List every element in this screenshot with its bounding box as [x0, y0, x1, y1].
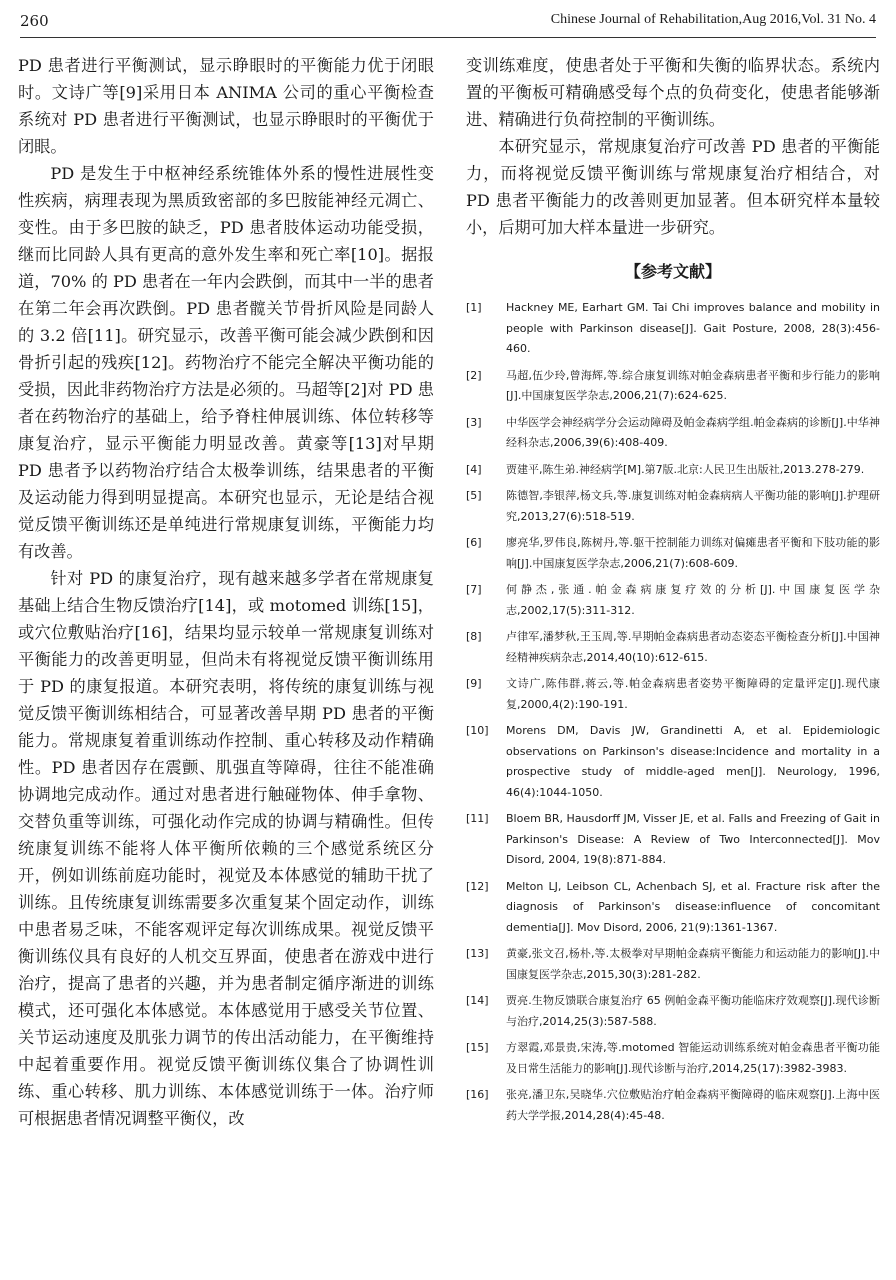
reference-item — [466, 674, 880, 715]
reference-text: Morens DM, Davis JW, Grandinetti A, et al. Epidemiologic observations on Parkinson's disease:Incidence and mortality in a prospective study of middle-aged men[J]. Neurology, 1996, 46(4):1044-1050. — [506, 724, 880, 799]
reference-text: 贾亮.生物反馈联合康复治疗 65 例帕金森平衡功能临床疗效观察[J].现代诊断与治疗,2014,25(3):587-588. — [506, 994, 880, 1028]
reference-item — [466, 627, 880, 668]
reference-text: 马超,伍少玲,曾海辉,等.综合康复训练对帕金森病患者平衡和步行能力的影响[J].中国康复医学杂志,2006,21(7):624-625. — [506, 368, 880, 402]
body-paragraph: PD 是发生于中枢神经系统锥体外系的慢性进展性变性疾病，病理表现为黑质致密部的多巴胺能神经元凋亡、变性。由于多巴胺的缺乏，PD 患者肢体运动功能受损，继而比同龄人具有更高的意外发生率和死亡率[10]。据报道，70% 的 PD 患者在一年内会跌倒，而其中一半的患者在第二年会再次跌倒。PD 患者髋关节骨折风险是同龄人的 3.2 倍[11]。研究显示，改善平衡可能会减少跌倒和因骨折引起的残疾[12]。药物治疗不能完全解决平衡功能的受损，因此非药物治疗方法是必须的。马超等[2]对 PD 患者在药物治疗的基础上，给予脊柱伸展训练、体位转移等康复治疗，显示平衡能力明显改善。黄豪等[13]对早期 PD 患者予以药物治疗结合太极拳训练，结果患者的平衡及运动能力得到明显提高。本研究也显示，无论是结合视觉反馈平衡训练还是单纯进行常规康复训练，平衡能力均有改善。 — [18, 164, 434, 561]
reference-text: Hackney ME, Earhart GM. Tai Chi improves balance and mobility in people with Parkinson disease[J]. Gait Posture, 2008, 28(3):456-460. — [506, 301, 880, 355]
reference-text: Melton LJ, Leibson CL, Achenbach SJ, et al. Fracture risk after the diagnosis of Parkinson's disease:influence of concomitant dementia[J]. Mov Disord, 2006, 21(9):1361-1367. — [506, 879, 880, 934]
reference-item — [466, 721, 880, 803]
reference-number: [12] — [466, 879, 489, 893]
reference-number: [14] — [466, 994, 489, 1007]
reference-number: [1] — [466, 301, 482, 314]
reference-number: [13] — [466, 947, 489, 960]
reference-item — [466, 298, 880, 360]
body-paragraph: 针对 PD 的康复治疗，现有越来越多学者在常规康复基础上结合生物反馈治疗[14]，或 motomed 训练[15]，或穴位敷贴治疗[16]，结果均显示较单一常规康复训练对平衡能力的改善更明显，但尚未有将视觉反馈平衡训练用于 PD 的康复报道。本研究表明，将传统的康复训练与视觉反馈平衡训练相结合，可显著改善早期 PD 患者的平衡能力。常规康复着重训练动作控制、重心转移及动作精确性。PD 患者因存在震颤、肌强直等障碍，往往不能准确协调地完成动作。通过对患者进行触碰物体、伸手拿物、交替负重等训练，可强化动作完成的协调与精确性。但传统康复训练不能将人体平衡所依赖的三个感觉系统区分开，例如训练前庭功能时，视觉及本体感觉的辅助干扰了训练。且传统康复训练需要多次重复某个固定动作，训练中患者易乏味，不能客观评定每次训练成果。视觉反馈平衡训练仪具有良好的人机交互界面，使患者在游戏中进行治疗，提高了患者的兴趣，并为患者制定循序渐进的训练模式，还可强化本体感觉。本体感觉用于感受关节位置、关节运动速度及肌张力调节的传出活动能力，在平衡维持中起着重要作用。视觉反馈平衡训练仪集合了协调性训练、重心转移、肌力训练、本体感觉训练于一体。治疗师可根据患者情况调整平衡仪，改 — [18, 569, 434, 1128]
reference-number: [4] — [466, 462, 482, 476]
reference-text: 陈德智,李银萍,杨文兵,等.康复训练对帕金森病病人平衡功能的影响[J].护理研究,2013,27(6):518-519. — [506, 489, 880, 523]
reference-number: [7] — [466, 583, 482, 596]
reference-number: [8] — [466, 630, 482, 643]
left-column — [18, 52, 434, 1132]
reference-text: 张亮,潘卫东,吴晓华.穴位敷贴治疗帕金森病平衡障碍的临床观察[J].上海中医药大学学报,2014,28(4):45-48. — [506, 1088, 880, 1122]
reference-item — [466, 366, 880, 407]
body-paragraph: PD 患者进行平衡测试，显示睁眼时的平衡能力优于闭眼时。文诗广等[9]采用日本 ANIMA 公司的重心平衡检查系统对 PD 患者进行平衡测试，也显示睁眼时的平衡优于闭眼。 — [18, 56, 434, 156]
reference-item — [466, 944, 880, 985]
page-header — [20, 12, 876, 34]
right-column — [466, 52, 880, 1132]
reference-text: 廖亮华,罗伟良,陈树丹,等.躯干控制能力训练对偏瘫患者平衡和下肢功能的影响[J].中国康复医学杂志,2006,21(7):608-609. — [506, 536, 880, 570]
reference-text: Bloem BR, Hausdorff JM, Visser JE, et al. Falls and Freezing of Gait in Parkinson's Disease: A Review of Two Interconnected[J]. Mov Disord, 2004, 19(8):871-884. — [506, 812, 880, 866]
reference-item — [466, 809, 880, 871]
reference-item — [466, 877, 880, 939]
reference-item — [466, 486, 880, 527]
reference-item — [466, 1038, 880, 1079]
reference-item — [466, 533, 880, 574]
reference-list — [466, 298, 880, 1126]
reference-number: [3] — [466, 415, 482, 429]
reference-number: [16] — [466, 1088, 489, 1101]
reference-item — [466, 413, 880, 454]
reference-item — [466, 580, 880, 621]
reference-text: 贾建平,陈生弟.神经病学[M].第7版.北京:人民卫生出版社,2013.278-279. — [506, 462, 865, 476]
body-paragraph: 本研究显示，常规康复治疗可改善 PD 患者的平衡能力，而将视觉反馈平衡训练与常规康复治疗相结合，对 PD 患者平衡能力的改善则更加显著。但本研究样本量较小，后期可加大样本量进一步研究。 — [466, 137, 880, 237]
reference-text: 文诗广,陈伟群,蒋云,等.帕金森病患者姿势平衡障碍的定量评定[J].现代康复,2000,4(2):190-191. — [506, 677, 880, 711]
reference-number: [9] — [466, 677, 482, 690]
reference-text: 黄豪,张文召,杨朴,等.太极拳对早期帕金森病平衡能力和运动能力的影响[J].中国康复医学杂志,2015,30(3):281-282. — [506, 947, 880, 981]
reference-number: [10] — [466, 724, 489, 737]
reference-item — [466, 991, 880, 1032]
reference-number: [11] — [466, 812, 489, 825]
body-paragraph: 变训练难度，使患者处于平衡和失衡的临界状态。系统内置的平衡板可精确感受每个点的负荷变化，使患者能够渐进、精确进行负荷控制的平衡训练。 — [466, 56, 880, 129]
reference-text: 何静杰,张通.帕金森病康复疗效的分析[J].中国康复医学杂志,2002,17(5):311-312. — [506, 583, 880, 617]
reference-number: [6] — [466, 536, 482, 549]
reference-text: 方翠霞,邓景贵,宋涛,等.motomed 智能运动训练系统对帕金森患者平衡功能及日常生活能力的影响[J].现代诊断与治疗,2014,25(17):3982-3983. — [506, 1041, 880, 1075]
header-rule — [20, 37, 876, 38]
reference-item — [466, 1085, 880, 1126]
reference-number: [2] — [466, 368, 482, 382]
page-number: 260 — [20, 12, 49, 30]
reference-text: 中华医学会神经病学分会运动障碍及帕金森病学组.帕金森病的诊断[J].中华神经科杂志,2006,39(6):408-409. — [506, 415, 880, 449]
reference-number: [15] — [466, 1041, 489, 1054]
reference-item — [466, 460, 880, 481]
journal-running-head: Chinese Journal of Rehabilitation,Aug 2016,Vol. 31 No. 4 — [550, 12, 876, 27]
references-heading: 【参考文献】 — [624, 262, 721, 281]
reference-text: 卢律军,潘梦秋,王玉周,等.早期帕金森病患者动态姿态平衡检查分析[J].中国神经精神疾病杂志,2014,40(10):612-615. — [506, 630, 880, 664]
reference-number: [5] — [466, 489, 482, 502]
